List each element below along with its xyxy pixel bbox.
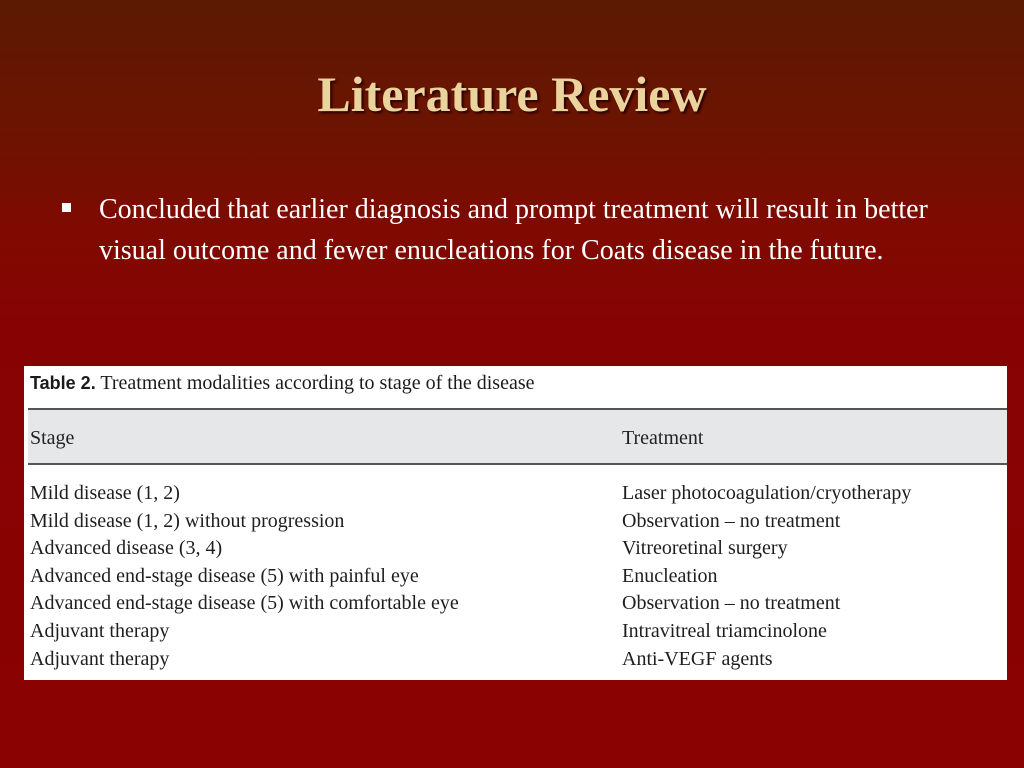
treatment-table-image	[24, 366, 1007, 680]
stage-cell: Adjuvant therapy	[30, 619, 170, 642]
column-header-stage: Stage	[30, 427, 75, 449]
table-row	[24, 480, 1007, 508]
table-row	[24, 563, 1007, 591]
treatment-cell: Observation – no treatment	[622, 509, 841, 532]
stage-cell: Advanced end-stage disease (5) with painful eye	[30, 564, 419, 587]
table-row	[24, 535, 1007, 563]
treatment-cell: Enucleation	[622, 564, 718, 587]
slide-title: Literature Review	[317, 66, 707, 122]
square-bullet-icon	[62, 203, 71, 212]
stage-cell: Advanced end-stage disease (5) with comfortable eye	[30, 592, 459, 615]
treatment-cell: Laser photocoagulation/cryotherapy	[622, 482, 912, 504]
table-row	[24, 590, 1007, 618]
stage-cell: Advanced disease (3, 4)	[30, 537, 223, 560]
table-caption-text: Treatment modalities according to stage of the disease	[95, 372, 535, 394]
table-body	[24, 480, 1007, 673]
treatment-cell: Anti-VEGF agents	[622, 647, 773, 670]
table-caption-label: Table 2.	[30, 373, 96, 393]
table-row	[24, 508, 1007, 536]
bullet-text: Concluded that earlier diagnosis and prompt treatment will result in better visual outcome and fewer enucleations for Coats disease in the future.	[99, 194, 928, 266]
treatment-cell: Intravitreal triamcinolone	[622, 619, 827, 642]
treatment-cell: Vitreoretinal surgery	[622, 537, 788, 560]
table-row	[24, 646, 1007, 674]
table-header-rule	[28, 463, 1007, 465]
stage-cell: Mild disease (1, 2)	[30, 482, 180, 504]
bullet-item	[62, 190, 972, 271]
table-row	[24, 618, 1007, 646]
table-caption	[30, 370, 534, 396]
stage-cell: Adjuvant therapy	[30, 647, 170, 670]
column-header-treatment: Treatment	[622, 427, 704, 449]
table-header-band	[28, 410, 1007, 463]
stage-cell: Mild disease (1, 2) without progression	[30, 509, 345, 532]
treatment-cell: Observation – no treatment	[622, 592, 841, 615]
